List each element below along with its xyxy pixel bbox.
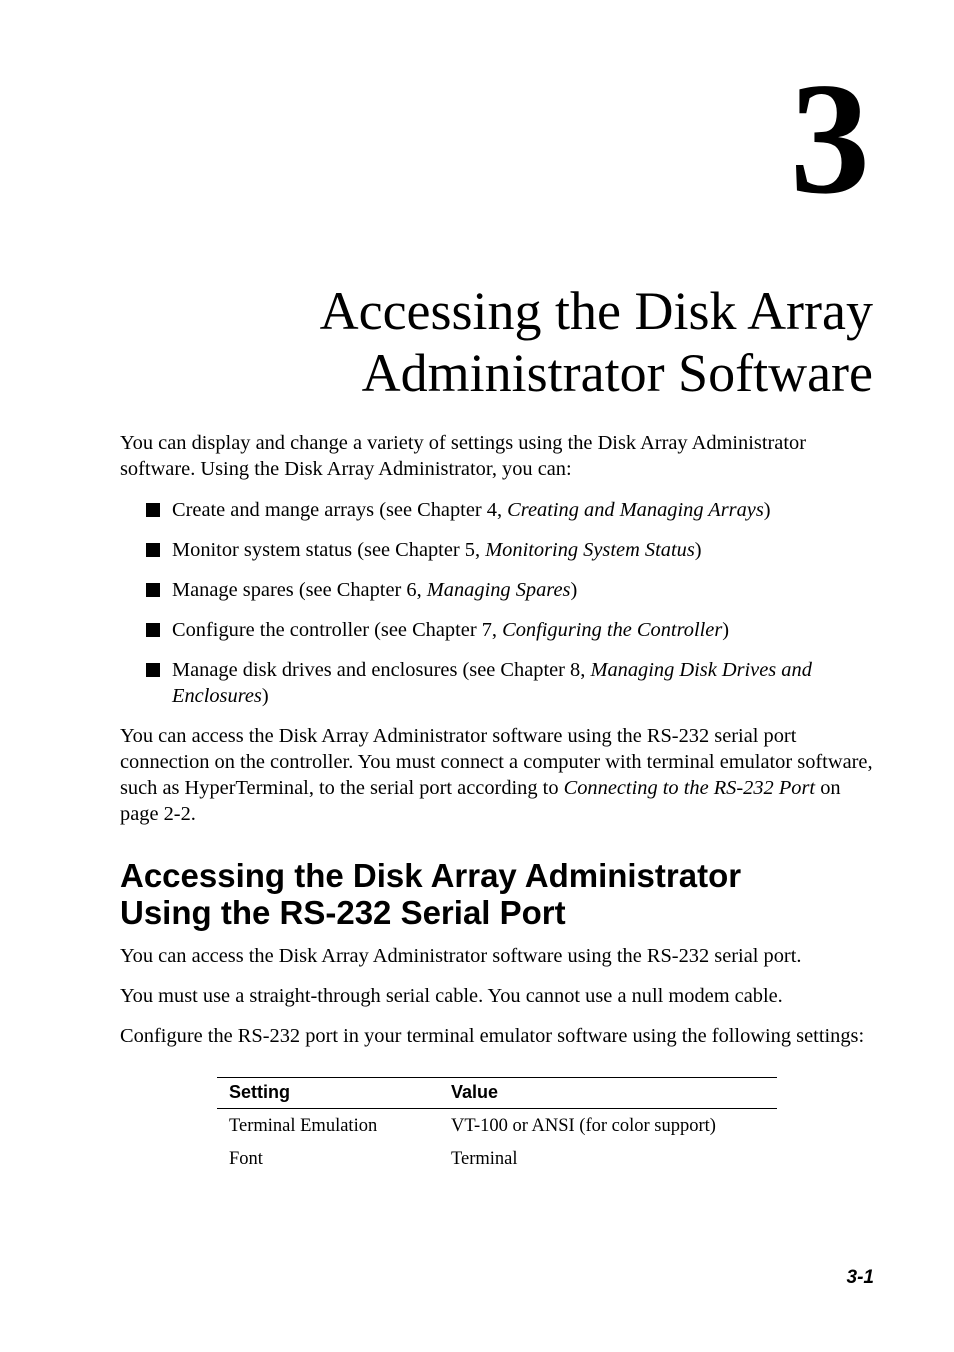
- square-bullet-icon: [146, 623, 160, 637]
- cross-reference: Monitoring System Status: [485, 539, 695, 561]
- section-paragraph: You can access the Disk Array Administrator software using the RS-232 serial port.: [120, 945, 802, 967]
- table-header-row: [217, 1078, 777, 1109]
- cross-reference: Managing Spares: [426, 579, 571, 601]
- section-paragraph: Configure the RS-232 port in your terminal emulator software using the following settings:: [120, 1025, 865, 1047]
- square-bullet-icon: [146, 503, 160, 517]
- table-cell: VT-100 or ANSI (for color support): [451, 1116, 716, 1136]
- list-item: Manage disk drives and enclosures (see Chapter 8, Managing Disk Drives and Enclosures): [120, 657, 880, 709]
- table-cell: Font: [229, 1149, 263, 1169]
- list-item: Monitor system status (see Chapter 5, Monitoring System Status): [120, 537, 880, 563]
- intro-paragraph: You can display and change a variety of settings using the Disk Array Administrator software. Using the Disk Array Administrator, you can:: [120, 432, 806, 480]
- table-row: [217, 1142, 777, 1175]
- cross-reference: Creating and Managing Arrays: [507, 499, 764, 521]
- section-paragraph: You must use a straight-through serial cable. You cannot use a null modem cable.: [120, 985, 783, 1007]
- table-cell: Terminal Emulation: [229, 1116, 378, 1136]
- square-bullet-icon: [146, 583, 160, 597]
- list-item: Manage spares (see Chapter 6, Managing Spares): [120, 577, 880, 603]
- table-cell: Terminal: [451, 1149, 518, 1169]
- table-row: [217, 1109, 777, 1143]
- access-paragraph: You can access the Disk Array Administrator software using the RS-232 serial port connection on the controller. You must connect a computer with terminal emulator software, such as HyperTerminal, to the serial port according to Connecting to the RS-232 Port on page 2-2.: [120, 725, 873, 825]
- section-heading: [120, 857, 880, 931]
- cross-reference: Connecting to the RS-232 Port: [563, 777, 816, 799]
- feature-list: [120, 497, 880, 709]
- list-item: Configure the controller (see Chapter 7, Configuring the Controller): [120, 617, 880, 643]
- section-heading-line-1: Accessing the Disk Array Administrator: [120, 857, 742, 894]
- chapter-title-line-2: Administrator Software: [361, 343, 873, 403]
- square-bullet-icon: [146, 663, 160, 677]
- chapter-title: [113, 280, 873, 404]
- chapter-number: 3: [790, 49, 870, 227]
- table-header-setting: Setting: [217, 1078, 439, 1109]
- table-header-value: Value: [439, 1078, 777, 1109]
- page-body: [120, 430, 880, 1175]
- settings-table: [217, 1077, 777, 1175]
- square-bullet-icon: [146, 543, 160, 557]
- cross-reference: Managing Disk Drives and Enclosures: [172, 659, 812, 707]
- cross-reference: Configuring the Controller: [502, 619, 723, 641]
- chapter-title-line-1: Accessing the Disk Array: [319, 281, 873, 341]
- page-number: 3-1: [846, 1267, 874, 1288]
- list-item: Create and mange arrays (see Chapter 4, Creating and Managing Arrays): [120, 497, 880, 523]
- section-heading-line-2: Using the RS-232 Serial Port: [120, 894, 566, 931]
